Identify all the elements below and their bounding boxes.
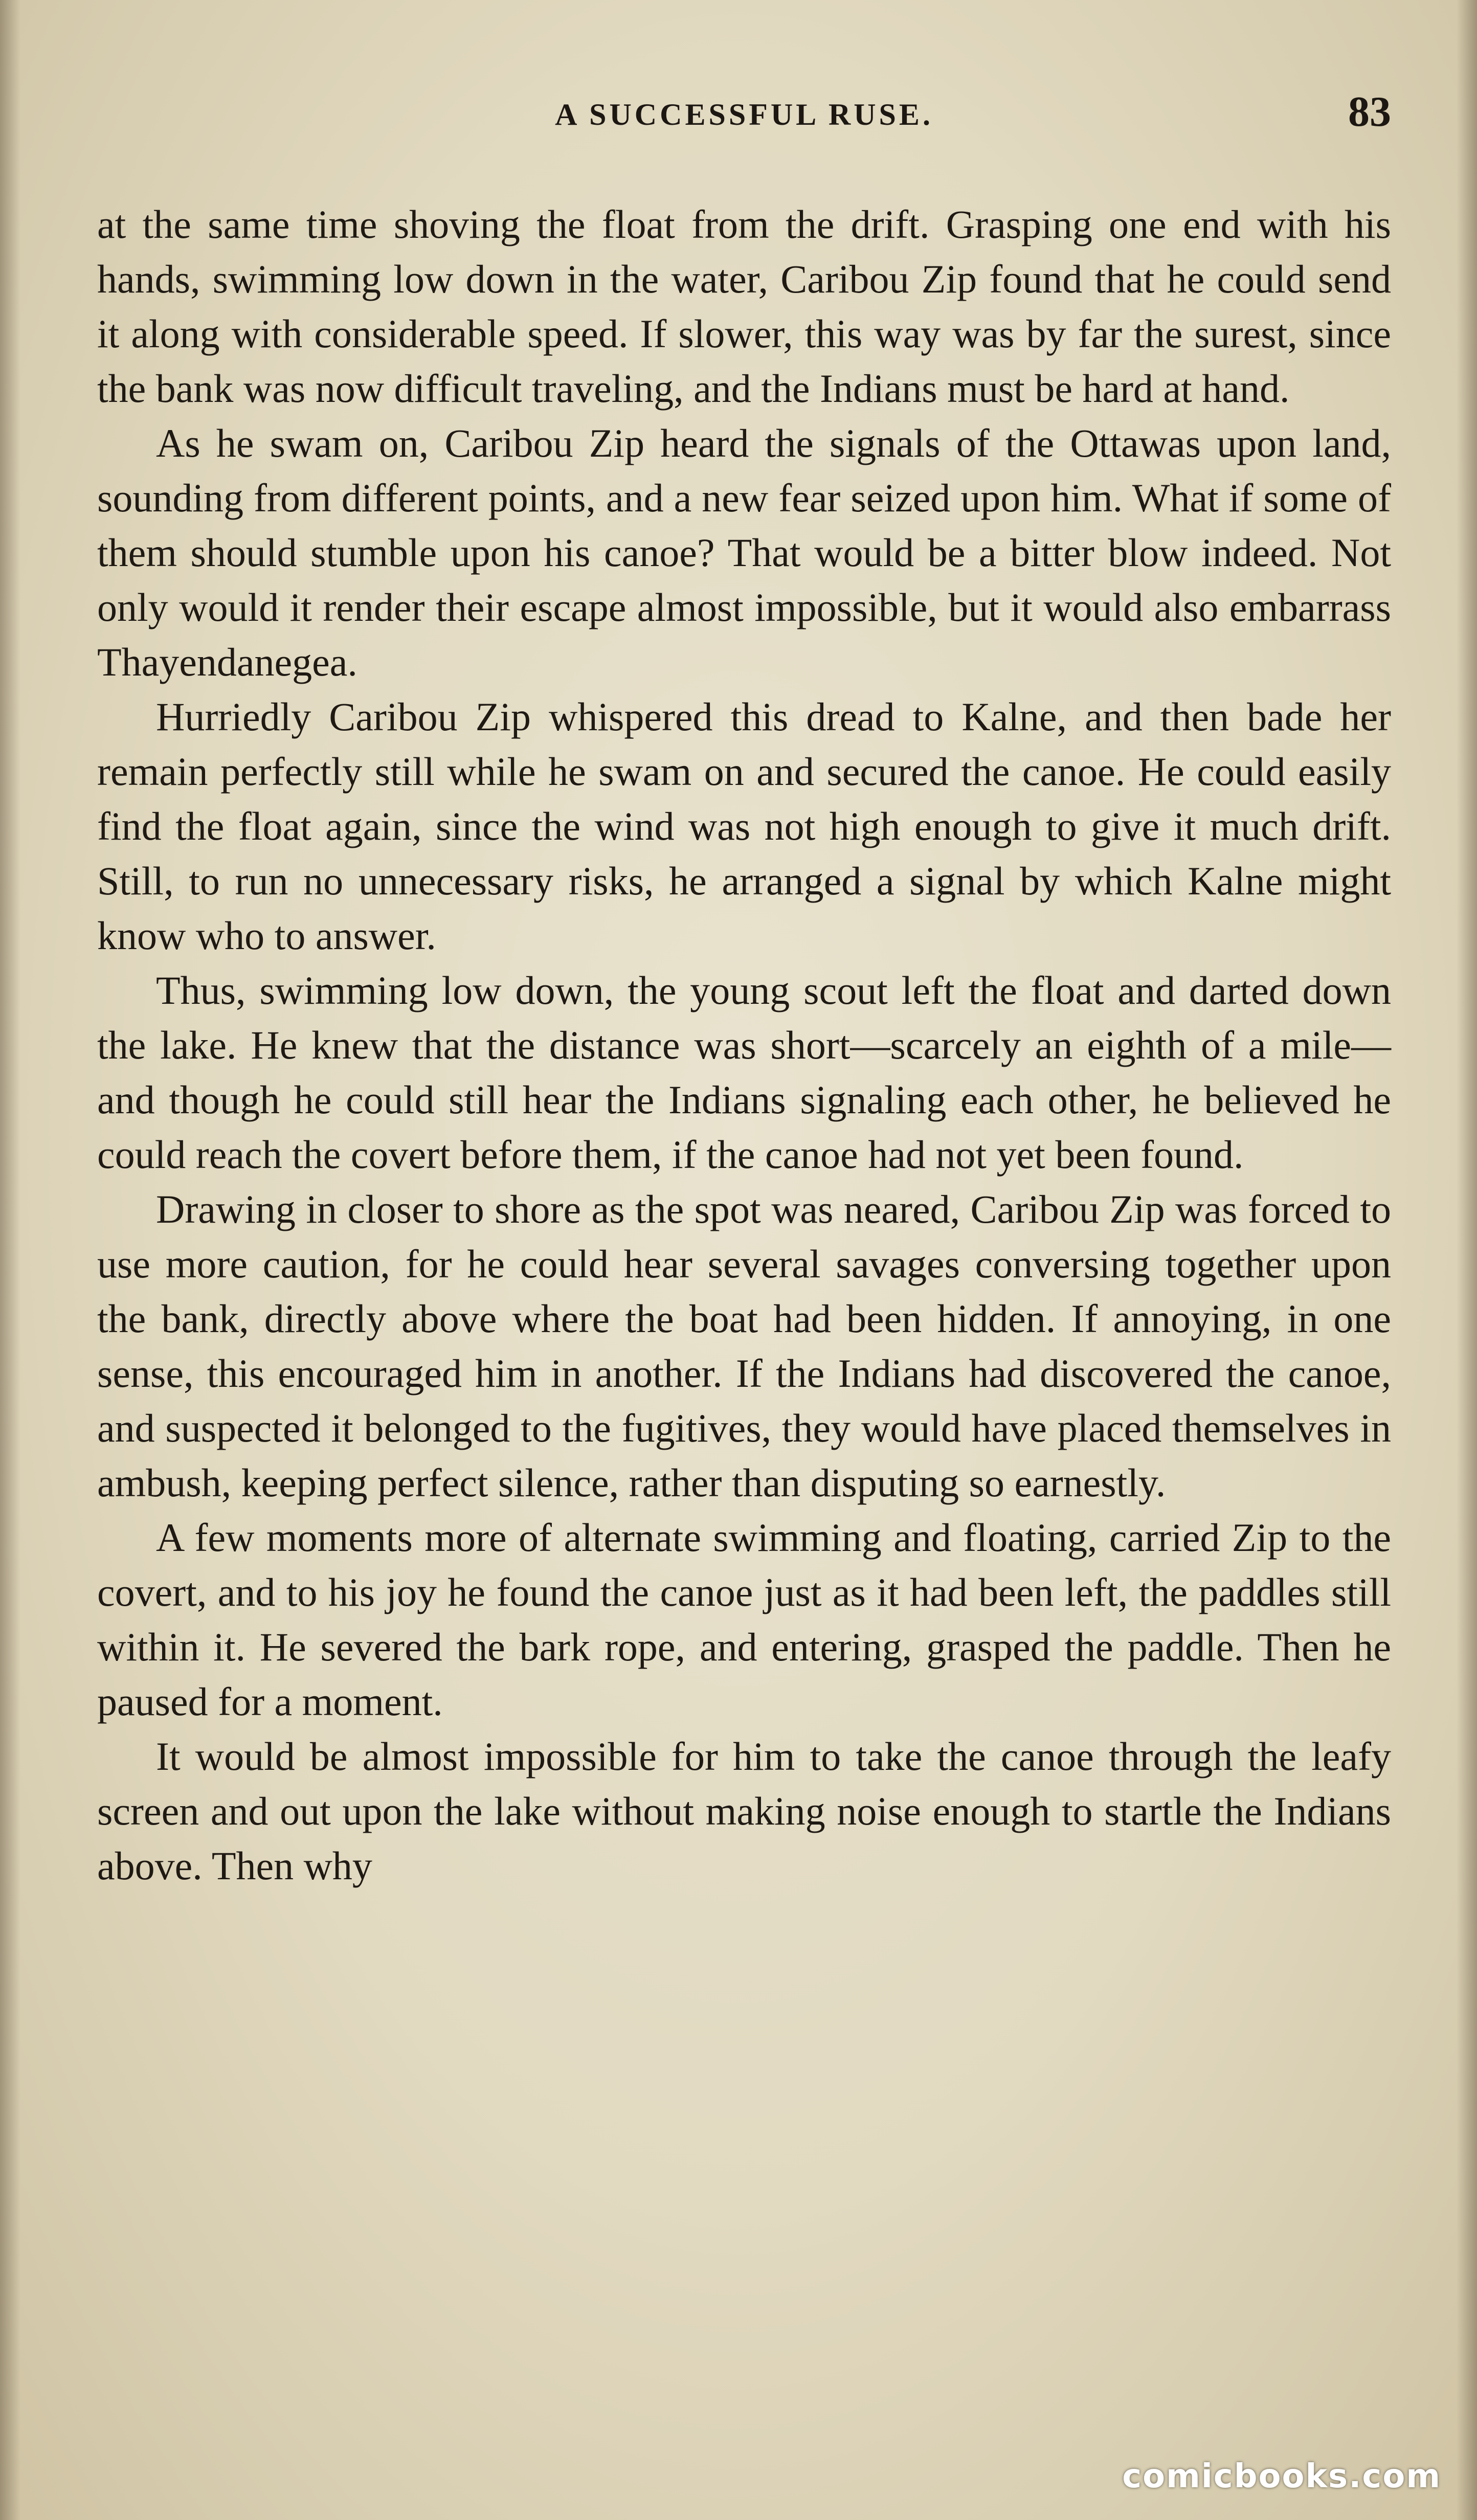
paragraph: at the same time shoving the float from the drift. Grasping one end with his hands, swimming low down in the water, Caribou Zip found that he could send it along with considerable speed. If slower, this way was by far the surest, since the bank was now difficult traveling, and the Indians must be hard at hand.	[97, 202, 1391, 411]
page-edge-right	[1457, 0, 1477, 2520]
watermark: comicbooks.com	[1122, 2458, 1441, 2495]
body-text	[97, 197, 1391, 1893]
paragraph: Thus, swimming low down, the young scout left the float and darted down the lake. He knew that the distance was short—scarcely an eighth of a mile—and though he could still hear the Indians signaling each other, he believed he could reach the covert before them, if the canoe had not yet been found.	[97, 968, 1391, 1177]
running-title: A SUCCESSFUL RUSE.	[555, 98, 933, 131]
paragraph: A few moments more of alternate swimming and floating, carried Zip to the covert, and to his joy he found the canoe just as it had been left, the paddles still within it. He severed the bark rope, and entering, grasped the paddle. Then he paused for a moment.	[97, 1515, 1391, 1724]
page-number: 83	[1348, 88, 1391, 136]
paragraph: It would be almost impossible for him to take the canoe through the leafy screen and out upon the lake without making noise enough to startle the Indians above. Then why	[97, 1734, 1391, 1888]
page-header	[97, 87, 1391, 148]
paragraph: As he swam on, Caribou Zip heard the signals of the Ottawas upon land, sounding from different points, and a new fear seized upon him. What if some of them should stumble upon his canoe? That would be a bitter blow indeed. Not only would it render their escape almost impossible, but it would also embarrass Thayendanegea.	[97, 421, 1391, 684]
paragraph: Drawing in closer to shore as the spot was neared, Caribou Zip was forced to use more caution, for he could hear several savages conversing together upon the bank, directly above where the boat had been hidden. If annoying, in one sense, this encouraged him in another. If the Indians had discovered the canoe, and suspected it belonged to the fugitives, they would have placed themselves in ambush, keeping perfect silence, rather than disputing so earnestly.	[97, 1187, 1391, 1505]
page-edge-left	[0, 0, 20, 2520]
paragraph: Hurriedly Caribou Zip whispered this dread to Kalne, and then bade her remain perfectly still while he swam on and secured the canoe. He could easily find the float again, since the wind was not high enough to give it much drift. Still, to run no unnecessary risks, he arranged a signal by which Kalne might know who to answer.	[97, 694, 1391, 958]
